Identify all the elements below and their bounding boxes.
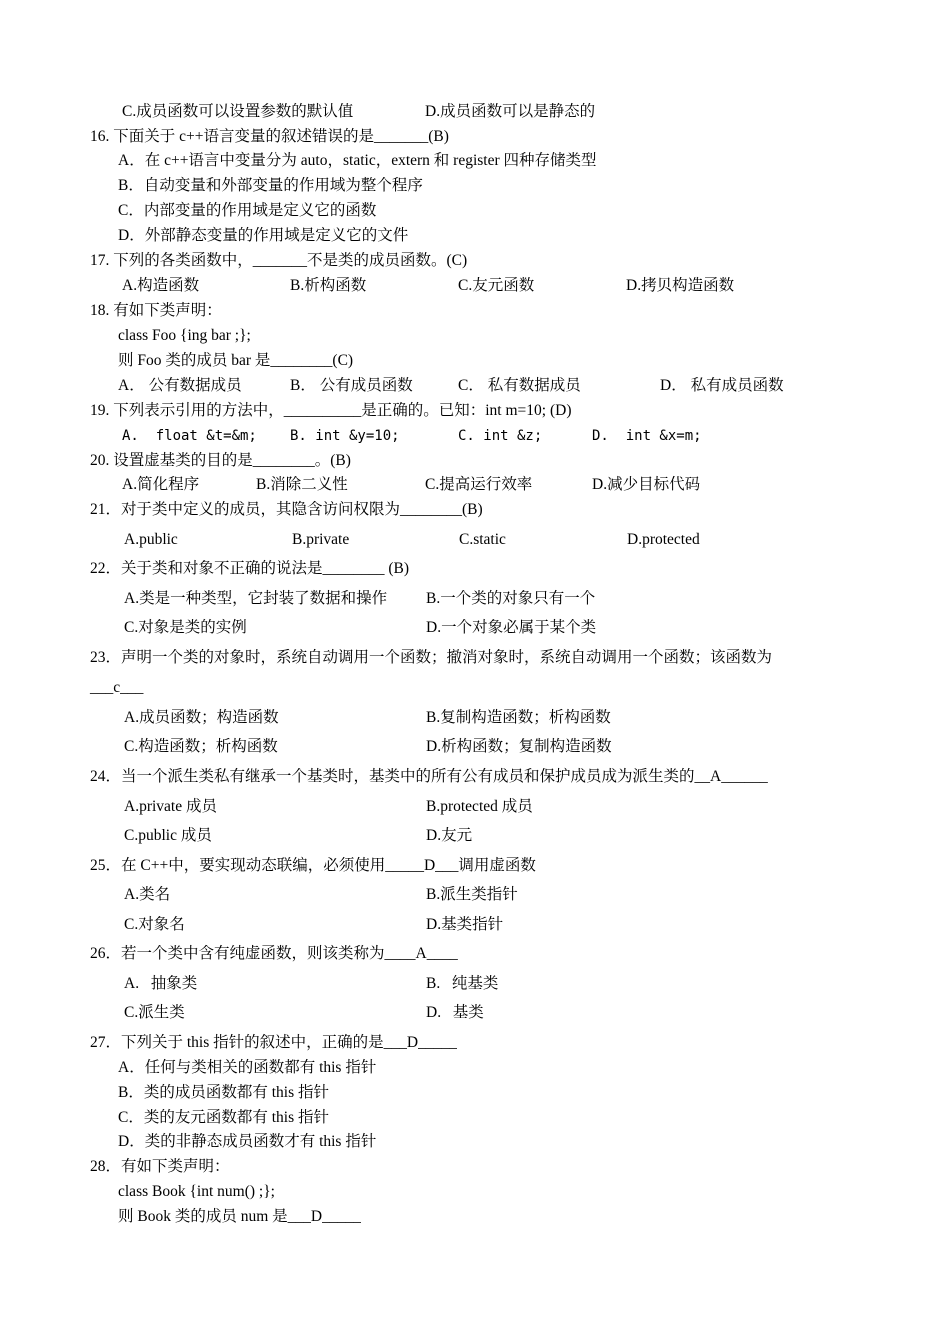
q16-stem: 16. 下面关于 c++语言变量的叙述错误的是_______(B) bbox=[90, 128, 449, 145]
q18-code: class Foo {ing bar ;}; bbox=[118, 327, 251, 344]
q27-stem: 27．下列关于 this 指针的叙述中，正确的是___D_____ bbox=[90, 1034, 457, 1051]
q20-option-a: A.简化程序 bbox=[122, 476, 200, 493]
q28-code: class Book {int num() ;}; bbox=[118, 1183, 275, 1200]
q20-stem: 20. 设置虚基类的目的是________。(B) bbox=[90, 452, 351, 469]
q26-option-a: A. 抽象类 bbox=[124, 975, 198, 992]
q21-option-b: B.private bbox=[292, 531, 350, 548]
q17-option-c: C.友元函数 bbox=[458, 277, 535, 294]
q18-option-c: C． 私有数据成员 bbox=[458, 377, 581, 394]
q17-stem: 17. 下列的各类函数中，_______不是类的成员函数。(C) bbox=[90, 252, 468, 269]
q23-option-a: A.成员函数；构造函数 bbox=[124, 709, 279, 726]
q28-stem: 28．有如下类声明： bbox=[90, 1158, 230, 1175]
q21-option-c: C.static bbox=[459, 531, 506, 548]
q19-stem: 19. 下列表示引用的方法中，__________是正确的。已知：int m=10; (D) bbox=[90, 402, 572, 419]
q22-option-b: B.一个类的对象只有一个 bbox=[426, 590, 596, 607]
q18-option-b: B． 公有成员函数 bbox=[290, 377, 413, 394]
q19-option-a: A. float &t=&m; bbox=[122, 428, 257, 444]
q17-option-d: D.拷贝构造函数 bbox=[626, 277, 735, 294]
q27-option-c: C．类的友元函数都有 this 指针 bbox=[118, 1109, 329, 1126]
q22-option-a: A.类是一种类型，它封装了数据和操作 bbox=[124, 590, 388, 607]
q18-stem: 18. 有如下类声明： bbox=[90, 302, 222, 319]
q16-option-b: B．自动变量和外部变量的作用域为整个程序 bbox=[118, 177, 423, 194]
q19-option-c: C. int &z; bbox=[458, 428, 543, 444]
q23-stem: 23．声明一个类的对象时，系统自动调用一个函数；撤消对象时，系统自动调用一个函数；该函数为 bbox=[90, 649, 773, 666]
q26-option-d: D. 基类 bbox=[426, 1004, 484, 1021]
q15-option-d: D.成员函数可以是静态的 bbox=[425, 103, 596, 120]
q19-option-d: D. int &x=m; bbox=[592, 428, 702, 444]
q24-stem: 24．当一个派生类私有继承一个基类时，基类中的所有公有成员和保护成员成为派生类的__A______ bbox=[90, 768, 768, 785]
q23-stem-continued: ___c___ bbox=[90, 679, 144, 696]
q16-option-d: D．外部静态变量的作用域是定义它的文件 bbox=[118, 227, 409, 244]
q20-option-c: C.提高运行效率 bbox=[425, 476, 533, 493]
q18-line: 则 Foo 类的成员 bar 是________(C) bbox=[118, 352, 354, 369]
q23-option-b: B.复制构造函数；析构函数 bbox=[426, 709, 611, 726]
q25-option-d: D.基类指针 bbox=[426, 916, 504, 933]
q23-option-c: C.构造函数；析构函数 bbox=[124, 738, 278, 755]
q18-option-d: D． 私有成员函数 bbox=[660, 377, 784, 394]
q17-option-b: B.析构函数 bbox=[290, 277, 367, 294]
q21-stem: 21．对于类中定义的成员，其隐含访问权限为________(B) bbox=[90, 501, 483, 518]
q22-stem: 22．关于类和对象不正确的说法是________ (B) bbox=[90, 560, 410, 577]
q23-option-d: D.析构函数；复制构造函数 bbox=[426, 738, 612, 755]
q28-line: 则 Book 类的成员 num 是___D_____ bbox=[118, 1208, 361, 1225]
q22-option-d: D.一个对象必属于某个类 bbox=[426, 619, 597, 636]
q16-option-c: C．内部变量的作用域是定义它的函数 bbox=[118, 202, 377, 219]
q26-option-b: B. 纯基类 bbox=[426, 975, 499, 992]
q21-option-d: D.protected bbox=[627, 531, 700, 548]
q16-option-a: A．在 c++语言中变量分为 auto，static，extern 和 register 四种存储类型 bbox=[118, 152, 597, 169]
q26-stem: 26．若一个类中含有纯虚函数，则该类称为____A____ bbox=[90, 945, 458, 962]
q20-option-b: B.消除二义性 bbox=[256, 476, 348, 493]
q17-option-a: A.构造函数 bbox=[122, 277, 200, 294]
q24-option-b: B.protected 成员 bbox=[426, 798, 533, 815]
q20-option-d: D.减少目标代码 bbox=[592, 476, 701, 493]
q25-option-a: A.类名 bbox=[124, 886, 171, 903]
q27-option-a: A．任何与类相关的函数都有 this 指针 bbox=[118, 1059, 377, 1076]
q19-option-b: B. int &y=10; bbox=[290, 428, 400, 444]
q24-option-d: D.友元 bbox=[426, 827, 473, 844]
q25-stem: 25．在 C++中，要实现动态联编，必须使用_____D___调用虚函数 bbox=[90, 857, 536, 874]
q26-option-c: C.派生类 bbox=[124, 1004, 185, 1021]
q27-option-b: B．类的成员函数都有 this 指针 bbox=[118, 1084, 329, 1101]
q25-option-b: B.派生类指针 bbox=[426, 886, 518, 903]
q24-option-c: C.public 成员 bbox=[124, 827, 212, 844]
q27-option-d: D．类的非静态成员函数才有 this 指针 bbox=[118, 1133, 377, 1150]
q22-option-c: C.对象是类的实例 bbox=[124, 619, 247, 636]
q24-option-a: A.private 成员 bbox=[124, 798, 217, 815]
q18-option-a: A． 公有数据成员 bbox=[118, 377, 242, 394]
q21-option-a: A.public bbox=[124, 531, 178, 548]
q25-option-c: C.对象名 bbox=[124, 916, 185, 933]
q15-option-c: C.成员函数可以设置参数的默认值 bbox=[122, 103, 354, 120]
